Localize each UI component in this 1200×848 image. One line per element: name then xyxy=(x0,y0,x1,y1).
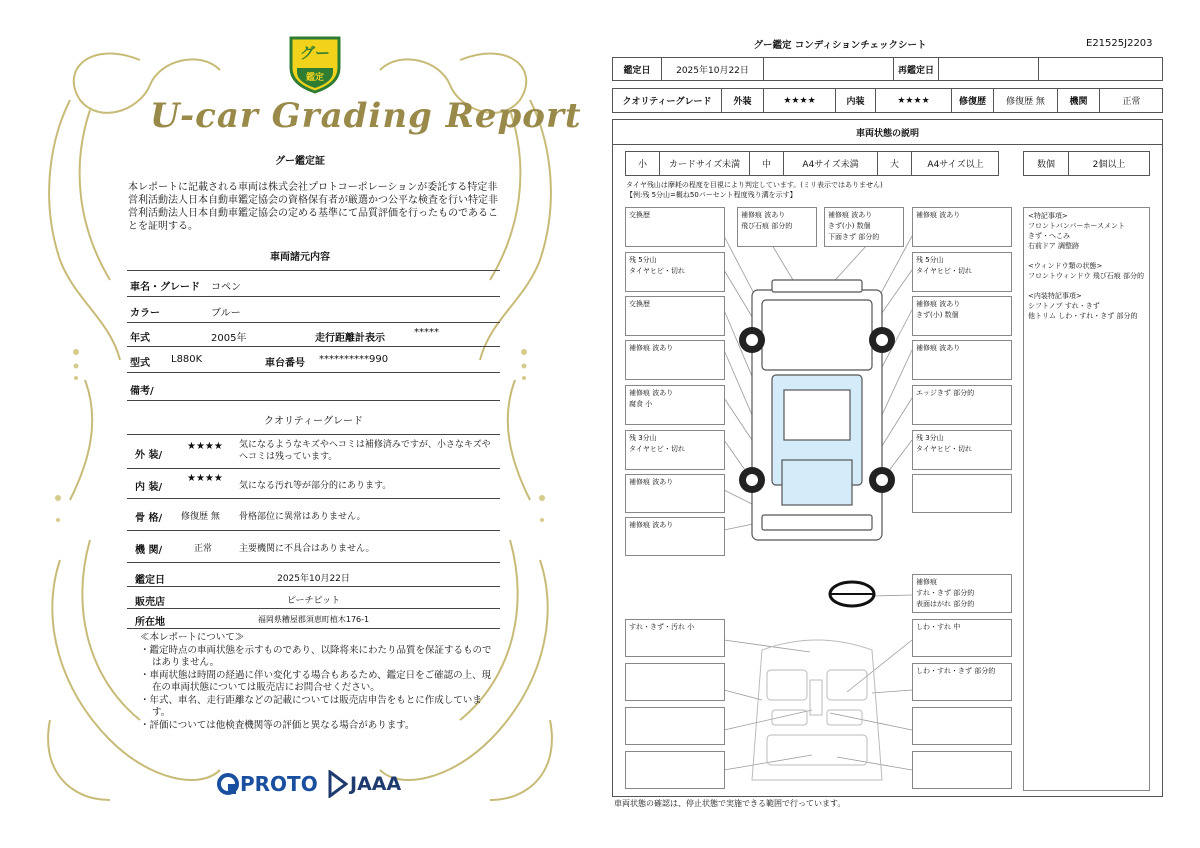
info-row-shop xyxy=(127,588,500,609)
tire-example-note: 【例:残 5分山=概ね50パーセント程度残り溝を示す】 xyxy=(626,191,797,199)
size-mid-label: 中 xyxy=(749,152,783,175)
shop-label: 販売店 xyxy=(135,597,165,608)
remarks-label: 備考/ xyxy=(130,386,154,397)
callout-box: 補修痕 波あり xyxy=(912,207,1012,247)
mileage-value: ***** xyxy=(414,327,439,338)
spec-section-title: 車両諸元内容 xyxy=(270,252,330,263)
callout-box: 交換歴 xyxy=(625,207,725,247)
report-notes xyxy=(140,632,500,732)
spec-top-rule xyxy=(127,270,500,271)
mileage-label: 走行距離計表示 xyxy=(315,333,385,344)
quality-row-engine xyxy=(127,532,500,563)
badge-top-text: グー xyxy=(299,44,330,62)
special-note-line: 右前ドア 調整跡 xyxy=(1028,242,1080,250)
year-value: 2005年 xyxy=(211,333,247,344)
name-label: 車名・グレード xyxy=(130,282,200,293)
size-mid-desc: A4サイズ未満 xyxy=(783,152,877,175)
special-note-line: フロントバンパーホースメント xyxy=(1028,222,1126,230)
spec-row-name xyxy=(127,272,500,297)
size-legend xyxy=(625,151,999,176)
color-value: ブルー xyxy=(211,308,241,319)
redate-label: 再鑑定日 xyxy=(893,58,938,80)
count-label: 数個 xyxy=(1036,160,1055,170)
quality-title-row xyxy=(127,402,500,435)
spec-row-model xyxy=(127,348,500,373)
blank-cell xyxy=(763,58,893,80)
spec-row-color xyxy=(127,298,500,323)
callout-box: 補修痕 波あり きず(小) 数個 下面きず 部分的 xyxy=(824,207,904,247)
callout-box: 補修痕 波あり xyxy=(625,517,725,556)
size-small-desc: カードサイズ未満 xyxy=(659,152,749,175)
exterior-label: 外装 xyxy=(721,89,763,112)
note-item: ・年式、車名、走行距離などの記載については販売店申告をもとに作成しています。 xyxy=(140,694,482,718)
interior-callout-box: しわ・すれ 中 xyxy=(912,619,1012,657)
note-item: ・鑑定時点の車両状態を示すものであり、以降将来にわたり品質を保証するものではありません。 xyxy=(140,644,492,668)
callout-box-empty xyxy=(625,751,725,789)
info-row-date xyxy=(127,566,500,587)
repair-history-value: 修復歴 無 xyxy=(993,89,1057,112)
special-notes-panel xyxy=(1023,207,1150,791)
note-item: ・車両状態は時間の経過に伴い変化する場合もあるため、鑑定日をご確認の上、現在の車両状態については販売店にお問合せください。 xyxy=(140,669,492,693)
name-value: コペン xyxy=(211,282,241,293)
frame-text: 骨格部位に異常はありません。 xyxy=(239,512,366,522)
callout-box: エッジきず 部分的 xyxy=(912,385,1012,425)
spacer xyxy=(1028,251,1145,261)
exterior-label: 外 装/ xyxy=(135,450,163,461)
callout-box: 残 5分山 タイヤヒビ・切れ xyxy=(625,252,725,292)
window-notes-heading: <ウィンドウ類の状態> xyxy=(1028,262,1103,270)
engine-value: 正常 xyxy=(1099,89,1163,112)
quality-row-exterior xyxy=(127,436,500,469)
callout-box: 残 3分山 タイヤヒビ・切れ xyxy=(912,430,1012,470)
frame-value: 修復歴 無 xyxy=(181,512,220,522)
interior-label: 内装 xyxy=(835,89,875,112)
sheet-footer-note: 車両状態の確認は、停止状態で実施できる範囲で行っています。 xyxy=(614,799,846,808)
special-note-line: きず・へこみ xyxy=(1028,232,1070,240)
date-row xyxy=(612,57,1163,81)
callout-box-empty xyxy=(912,474,1012,513)
callout-box-empty xyxy=(625,663,725,701)
quality-title: クオリティーグレード xyxy=(264,416,363,427)
model-label: 型式 xyxy=(130,358,150,369)
callout-box: 補修痕 波あり 腐食 小 xyxy=(625,385,725,425)
quality-grade-label: クオリティーグレード xyxy=(622,97,712,107)
model-value: L880K xyxy=(171,354,203,365)
special-notes-heading: <特記事項> xyxy=(1028,212,1068,220)
redate-value xyxy=(938,58,1038,80)
info-row-address xyxy=(127,610,500,629)
chassis-label: 車台番号 xyxy=(265,358,305,369)
spec-row-remarks xyxy=(127,374,500,401)
callout-box: 補修痕 波あり 飛び石痕 部分的 xyxy=(737,207,817,247)
engine-label: 機関 xyxy=(1057,89,1099,112)
date-label: 鑑定日 xyxy=(623,65,651,76)
address-label: 所在地 xyxy=(135,617,165,628)
engine-label: 機 関/ xyxy=(135,545,163,556)
date-value: 2025年10月22日 xyxy=(277,574,350,584)
quality-row-frame xyxy=(127,500,500,531)
size-small-label: 小 xyxy=(637,160,647,170)
date-value: 2025年10月22日 xyxy=(661,58,763,80)
engine-text: 主要機関に不具合はありません。 xyxy=(239,544,375,554)
count-legend xyxy=(1023,151,1150,176)
certificate-title: グー鑑定証 xyxy=(275,156,325,167)
special-note-line: フロントウィンドウ 飛び石痕 部分的 xyxy=(1028,272,1145,280)
year-label: 年式 xyxy=(130,333,150,344)
callout-box-empty xyxy=(912,707,1012,745)
quality-grade-row xyxy=(612,88,1163,113)
jaaa-logo xyxy=(328,770,402,802)
notes-title: ≪本レポートについて≫ xyxy=(140,632,245,643)
callout-box: 補修痕 波あり きず(小) 数個 xyxy=(912,296,1012,336)
callout-box: 補修痕 波あり xyxy=(912,340,1012,380)
sheet-title: グー鑑定 コンディションチェックシート xyxy=(753,40,927,51)
spec-row-year xyxy=(127,324,500,347)
condition-title: 車両状態の説明 xyxy=(613,120,1162,145)
size-large-desc: A4サイズ以上 xyxy=(911,152,999,175)
special-note-line: シフトノブ すれ・きず xyxy=(1028,302,1100,310)
proto-logo xyxy=(216,772,318,800)
callout-box-empty xyxy=(912,751,1012,789)
sheet-id: E21525J2203 xyxy=(1086,38,1153,49)
note-item: ・評価については他検査機関等の評価と異なる場合があります。 xyxy=(140,719,415,731)
special-note-line: 他トリム しわ・すれ・きず 部分的 xyxy=(1028,312,1138,320)
report-script-title: U-car Grading Report xyxy=(150,96,582,136)
interior-callout-box: すれ・きず・汚れ 小 xyxy=(625,619,725,657)
badge-bottom-text: 鑑定 xyxy=(305,73,324,83)
interior-callout-box: しわ・すれ・きず 部分的 xyxy=(912,663,1012,701)
callout-box: 補修痕 波あり xyxy=(625,474,725,513)
count-value: 2個以上 xyxy=(1068,152,1149,175)
exterior-text: 気になるようなキズやヘコミは補修済みですが、小さなキズやヘコミは残っています。 xyxy=(239,440,491,462)
jaaa-mark-icon xyxy=(328,770,348,798)
certificate-statement: 本レポートに記載される車両は株式会社プロトコーポレーションが委託する特定非営利活動法人日本自動車鑑定協会の資格保有者が厳選かつ公平な検査を行い特定非営利活動法人日本自動車鑑定協会の定める基準にて品質評価を行ったものであることを証明する。 xyxy=(128,182,498,232)
interior-stars: ★★★★ xyxy=(187,473,223,484)
date-label: 鑑定日 xyxy=(135,575,165,586)
chassis-value: **********990 xyxy=(319,354,389,365)
steering-callout-box: 補修痕 すれ・きず 部分的 表面はがれ 部分的 xyxy=(912,574,1012,613)
quality-row-interior xyxy=(127,470,500,499)
interior-stars: ★★★★ xyxy=(875,89,951,112)
size-large-label: 大 xyxy=(877,152,911,175)
proto-logo-text: PROTO xyxy=(240,772,318,796)
callout-box: 残 5分山 タイヤヒビ・切れ xyxy=(912,252,1012,292)
blank-cell xyxy=(1038,58,1163,80)
interior-notes-heading: <内装特記事項> xyxy=(1028,292,1082,300)
proto-mark-icon xyxy=(216,772,240,796)
callout-box: 補修痕 波あり xyxy=(625,340,725,380)
frame-label: 骨 格/ xyxy=(135,513,163,524)
callout-box: 交換歴 xyxy=(625,296,725,336)
jaaa-logo-text: JAAA xyxy=(350,773,402,795)
shop-value: ピーチピット xyxy=(286,596,341,606)
interior-text: 気になる汚れ等が部分的にあります。 xyxy=(239,481,392,491)
tire-note: タイヤ残山は摩耗の程度を目視により判定しています。(ミリ表示ではありません) xyxy=(626,181,883,189)
interior-label: 内 装/ xyxy=(135,482,163,493)
address-value: 福岡県糟屋郡須恵町植木176-1 xyxy=(257,615,370,624)
engine-value: 正常 xyxy=(194,544,213,554)
exterior-stars: ★★★★ xyxy=(763,89,835,112)
repair-history-label: 修復歴 xyxy=(951,89,993,112)
callout-box: 残 3分山 タイヤヒビ・切れ xyxy=(625,430,725,470)
exterior-stars: ★★★★ xyxy=(187,441,223,452)
spacer xyxy=(1028,281,1145,291)
callout-box-empty xyxy=(625,707,725,745)
color-label: カラー xyxy=(130,308,160,319)
goo-kantei-badge-logo xyxy=(287,32,343,94)
